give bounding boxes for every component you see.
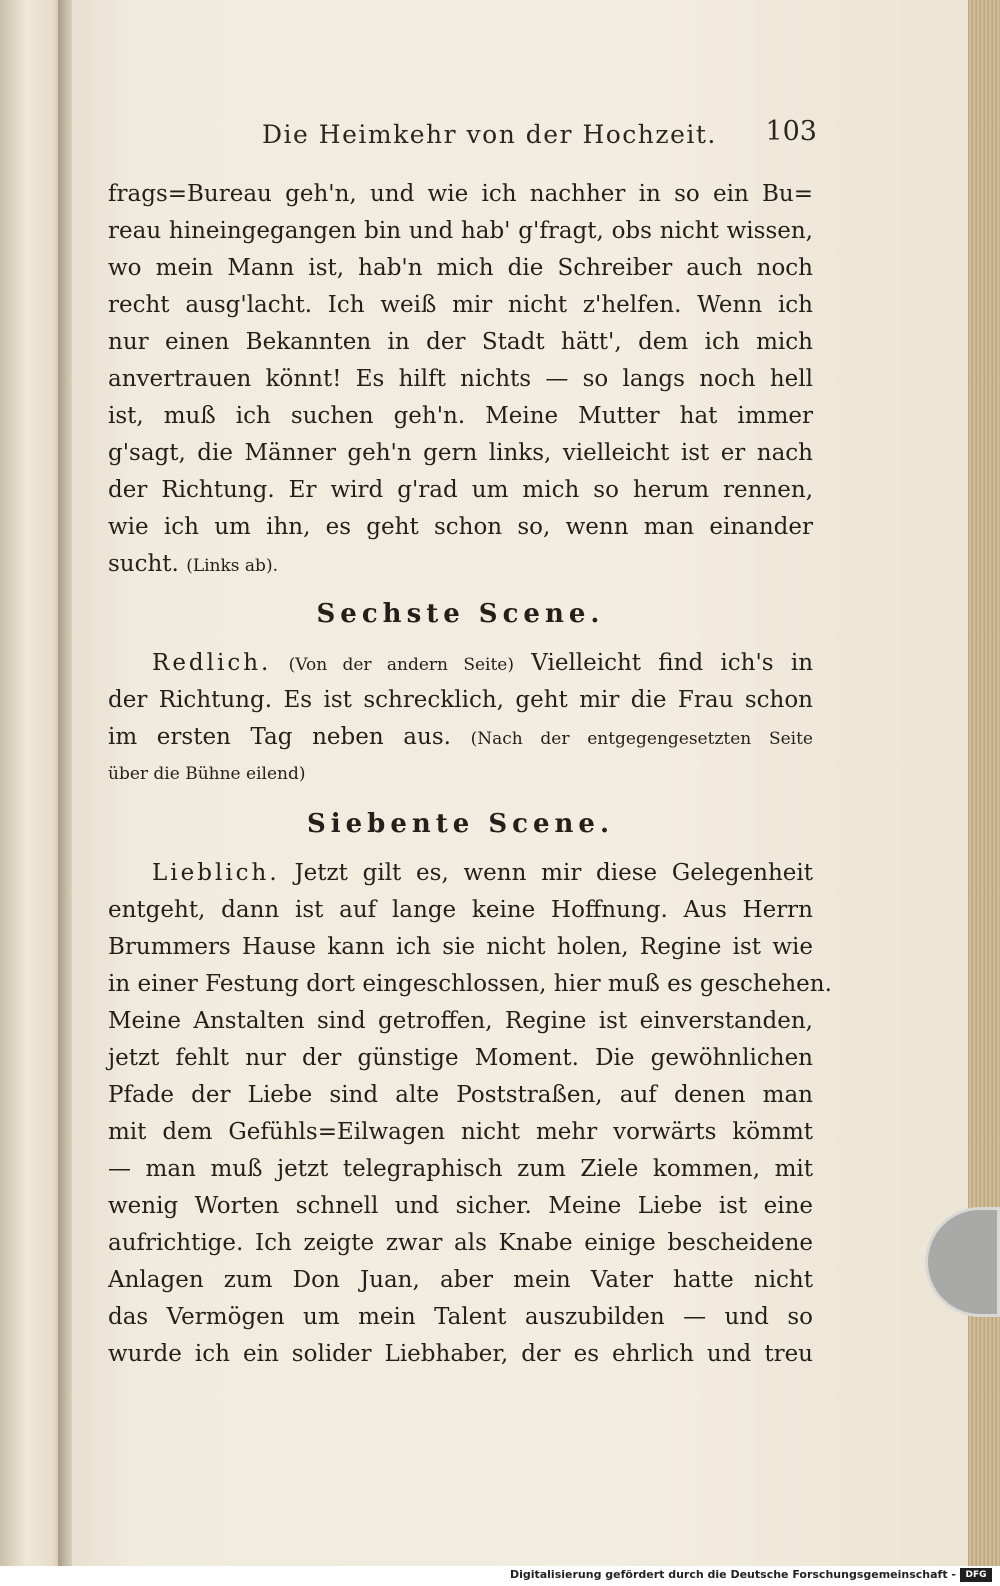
page-number: 103 <box>765 116 817 147</box>
text-line: — man muß jetzt telegraphisch zum Ziele kommen, mit <box>108 1156 813 1182</box>
scene-heading: Sechste Scene. <box>316 599 605 629</box>
text-line: in einer Festung dort eingeschlossen, hier muß es geschehen. <box>108 971 832 997</box>
stage-direction: über die Bühne eilend) <box>108 764 306 784</box>
text-line: das Vermögen um mein Talent auszubilden — und so <box>108 1304 813 1330</box>
text-line: ist, muß ich suchen geh'n. Meine Mutter hat immer <box>108 403 813 429</box>
text-line: entgeht, dann ist auf lange keine Hoffnung. Aus Herrn <box>108 897 813 923</box>
page-header <box>262 116 817 156</box>
stage-direction: (Links ab). <box>186 556 278 576</box>
text-line: jetzt fehlt nur der günstige Moment. Die gewöhnlichen <box>108 1045 813 1071</box>
scene-heading: Siebente Scene. <box>306 809 615 839</box>
text-line: recht ausg'lacht. Ich weiß mir nicht z'helfen. Wenn ich <box>108 292 813 318</box>
text-line: Brummers Hause kann ich sie nicht holen, Regine ist wie <box>108 934 813 960</box>
page-fore-edge <box>968 0 1000 1566</box>
text-line: wo mein Mann ist, hab'n mich die Schreiber auch noch <box>108 255 813 281</box>
text-line: frags=Bureau geh'n, und wie ich nachher in so ein Bu= <box>108 181 813 207</box>
page-text <box>108 176 832 1373</box>
text-line: wurde ich ein solider Liebhaber, der es ehrlich und treu <box>108 1341 813 1367</box>
paragraph-end-text: sucht. <box>108 551 179 577</box>
dialogue-text: im ersten Tag neben aus. <box>108 724 451 750</box>
funding-credit: Digitalisierung gefördert durch die Deutsche Forschungsgemeinschaft - <box>509 1568 956 1581</box>
text-line: mit dem Gefühls=Eilwagen nicht mehr vorwärts kömmt <box>108 1119 813 1145</box>
dfg-logo-icon: DFG <box>960 1568 992 1582</box>
text-line: nur einen Bekannten in der Stadt hätt', dem ich mich <box>108 329 813 355</box>
text-line: der Richtung. Er wird g'rad um mich so herum rennen, <box>108 477 813 503</box>
dialogue-text: Vielleicht find ich's in <box>531 650 814 676</box>
text-line <box>108 855 813 892</box>
text-line: Meine Anstalten sind getroffen, Regine ist einverstanden, <box>108 1008 813 1034</box>
text-line <box>108 645 813 682</box>
book-gutter <box>58 0 72 1566</box>
text-line: anvertrauen könnt! Es hilft nichts — so langs noch hell <box>108 366 813 392</box>
text-line: der Richtung. Es ist schrecklich, geht mir die Frau schon <box>108 687 813 713</box>
speaker-name: Lieblich. <box>152 860 280 886</box>
text-line: wie ich um ihn, es geht schon so, wenn man einander <box>108 514 813 540</box>
speaker-name: Redlich. <box>152 650 272 676</box>
left-page-edge <box>0 0 66 1566</box>
text-line <box>108 546 813 583</box>
text-line: Anlagen zum Don Juan, aber mein Vater hatte nicht <box>108 1267 813 1293</box>
stage-direction: (Von der andern Seite) <box>288 655 515 675</box>
text-line: g'sagt, die Männer geh'n gern links, vielleicht ist er nach <box>108 440 813 466</box>
text-line: wenig Worten schnell und sicher. Meine Liebe ist eine <box>108 1193 813 1219</box>
dialogue-text: Jetzt gilt es, wenn mir diese Gelegenheit <box>294 860 814 886</box>
text-line: Pfade der Liebe sind alte Poststraßen, auf denen man <box>108 1082 813 1108</box>
text-line: reau hineingegangen bin und hab' g'fragt, obs nicht wissen, <box>108 218 813 244</box>
stage-direction: (Nach der entgegengesetzten Seite <box>470 729 813 749</box>
text-line <box>108 719 813 756</box>
digitization-footer <box>0 1566 1000 1586</box>
text-line: aufrichtige. Ich zeigte zwar als Knabe einige bescheidene <box>108 1230 813 1256</box>
running-title: Die Heimkehr von der Hochzeit. <box>262 120 717 149</box>
